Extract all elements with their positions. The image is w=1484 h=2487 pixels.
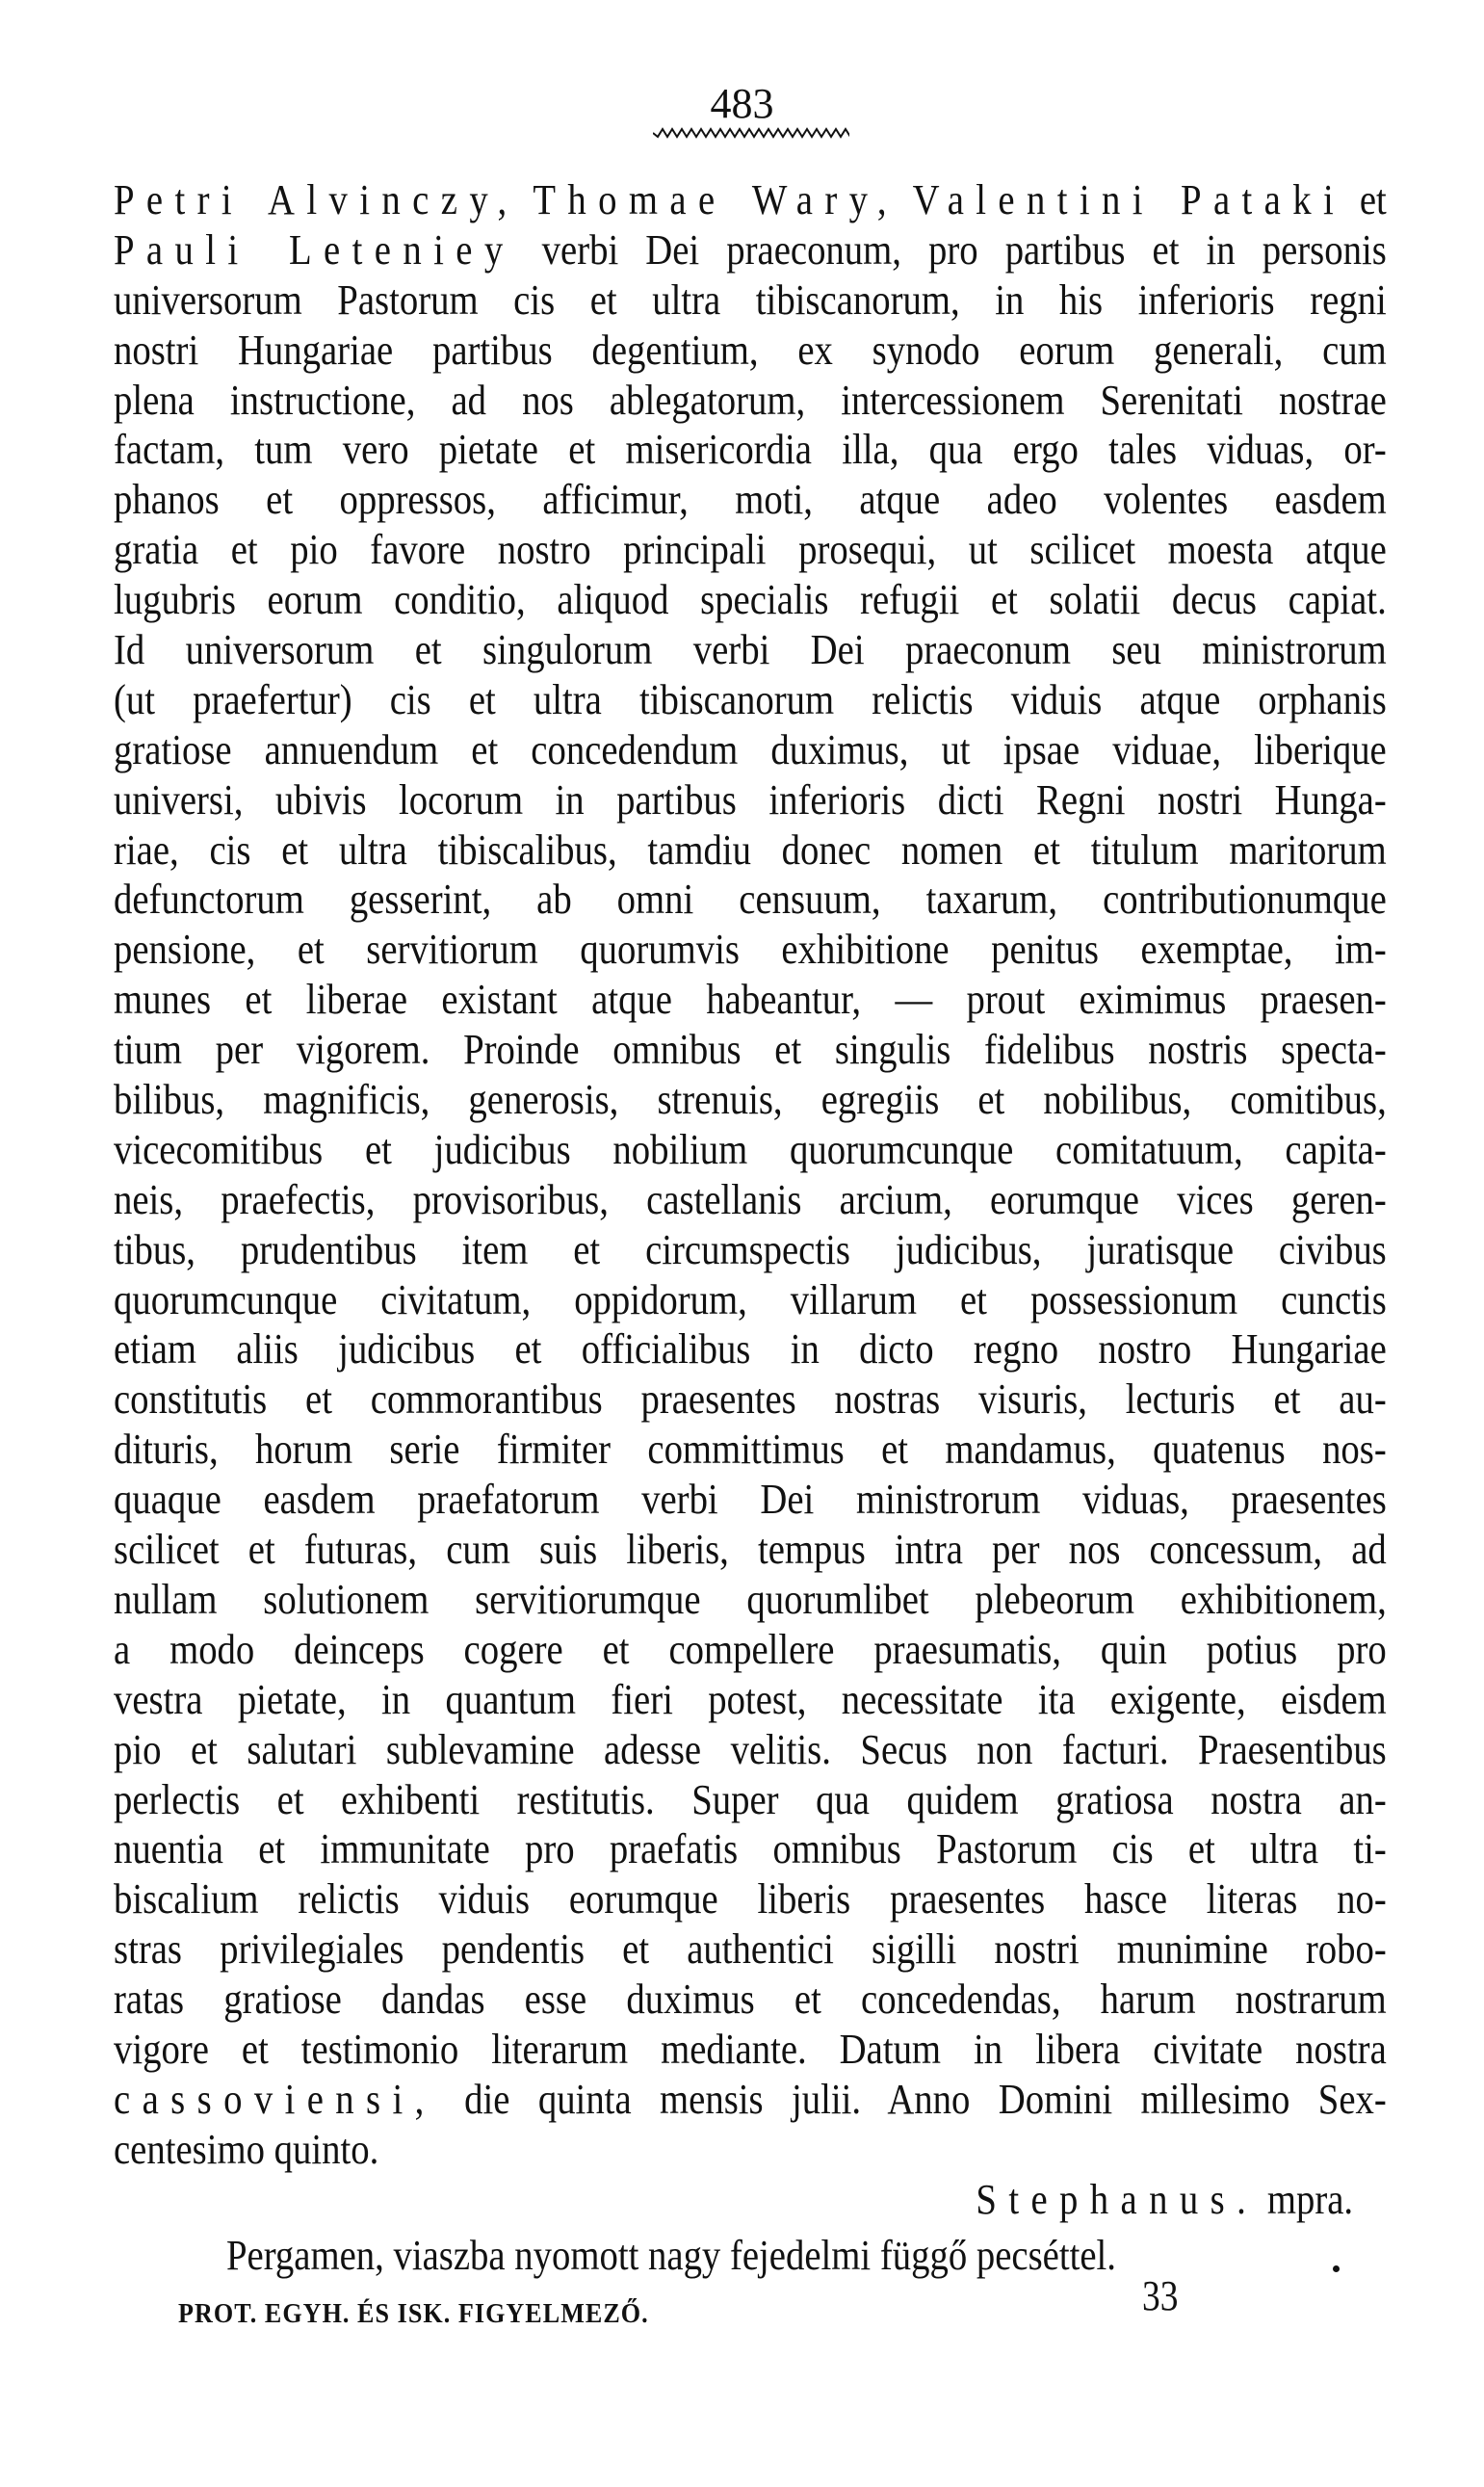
text-line: nuentia et immunitate pro praefatis omnibus Pastorum cis et ultra ti- <box>114 1825 1387 1873</box>
text-line: gratia et pio favore nostro principali prosequi, ut scilicet moesta atque <box>114 526 1387 574</box>
spaced-name: Valentini Pataki <box>912 176 1346 223</box>
text-line: plena instructione, ad nos ablegatorum, intercessionem Serenitati nostrae <box>114 376 1387 424</box>
text-segment: et <box>1345 176 1387 223</box>
text-segment: verbi Dei praeconum, pro partibus et in personis <box>514 225 1387 274</box>
document-body-text <box>114 175 1387 2175</box>
text-line: stras privilegiales pendentis et authentici sigilli nostri munimine robo- <box>114 1925 1387 1974</box>
text-line: scilicet et futuras, cum suis liberis, tempus intra per nos concessum, ad <box>114 1526 1387 1574</box>
text-line: munes et liberae existant atque habeantur, — prout eximimus praesen- <box>114 976 1387 1024</box>
ornamental-wavy-rule <box>653 127 849 139</box>
text-line: neis, praefectis, provisoribus, castellanis arcium, eorumque vices geren- <box>114 1175 1387 1223</box>
text-line: bilibus, magnificis, generosis, strenuis, egregiis et nobilibus, comitibus, <box>114 1076 1387 1124</box>
text-line: tibus, prudentibus item et circumspectis judicibus, juratisque civibus <box>114 1225 1387 1273</box>
text-line: factam, tum vero pietate et misericordia illa, qua ergo tales viduas, or- <box>114 426 1387 474</box>
spaced-name: Thomae Wary, <box>533 176 898 223</box>
text-line: centesimo quinto. <box>114 2125 379 2173</box>
text-line: defunctorum gesserint, ab omni censuum, taxarum, contributionumque <box>114 876 1387 924</box>
seal-note: Pergamen, viaszba nyomott nagy fejedelmi függő pecséttel. <box>226 2232 1116 2279</box>
running-footer: PROT. EGYH. ÉS ISK. FIGYELMEZŐ. <box>178 2298 649 2329</box>
text-line: gratiose annuendum et concedendum duximus, ut ipsae viduae, liberique <box>114 725 1387 773</box>
text-line: lugubris eorum conditio, aliquod specialis refugii et solatii decus capiat. <box>114 576 1387 624</box>
text-line: (ut praefertur) cis et ultra tibiscanorum relictis viduis atque orphanis <box>114 675 1387 723</box>
text-line: vestra pietate, in quantum fieri potest, necessitate ita exigente, eisdem <box>114 1675 1387 1723</box>
text-line: universi, ubivis locorum in partibus inferioris dicti Regni nostri Hunga- <box>114 775 1387 824</box>
text-line <box>114 175 1387 225</box>
text-line: a modo deinceps cogere et compellere praesumatis, quin potius pro <box>114 1625 1387 1673</box>
spaced-name: Pauli Leteniey <box>114 225 515 274</box>
text-line: ratas gratiose dandas esse duximus et concedendas, harum nostrarum <box>114 1976 1387 2024</box>
text-segment <box>898 176 913 223</box>
text-line: universorum Pastorum cis et ultra tibiscanorum, in his inferioris regni <box>114 275 1387 324</box>
signature-suffix: mpra. <box>1258 2176 1353 2223</box>
text-line: biscalium relictis viduis eorumque liberis praesentes hasce literas no- <box>114 1875 1387 1924</box>
signature <box>976 2175 1353 2224</box>
stray-dot <box>1333 2265 1340 2272</box>
text-line: etiam aliis judicibus et officialibus in dicto regno nostro Hungariae <box>114 1325 1387 1374</box>
text-line: tium per vigorem. Proinde omnibus et singulis fidelibus nostris specta- <box>114 1026 1387 1074</box>
text-line: perlectis et exhibenti restitutis. Super qua quidem gratiosa nostra an- <box>114 1775 1387 1823</box>
text-line: dituris, horum serie firmiter committimus et mandamus, quatenus nos- <box>114 1426 1387 1474</box>
text-segment <box>519 176 534 223</box>
sheet-signature-number: 33 <box>1142 2272 1179 2319</box>
text-line <box>114 2075 1387 2125</box>
text-segment: die quinta mensis julii. Anno Domini millesimo Sex- <box>435 2075 1387 2123</box>
text-line: riae, cis et ultra tibiscalibus, tamdiu donec nomen et titulum maritorum <box>114 825 1387 874</box>
text-line: phanos et oppressos, afficimur, moti, atque adeo volentes easdem <box>114 476 1387 524</box>
text-line <box>114 225 1387 275</box>
text-line: pio et salutari sublevamine adesse velitis. Secus non facturi. Praesentibus <box>114 1725 1387 1773</box>
text-line: quaque easdem praefatorum verbi Dei ministrorum viduas, praesentes <box>114 1476 1387 1524</box>
spaced-name: cassoviensi, <box>114 2075 436 2123</box>
page-number: 483 <box>710 80 774 127</box>
text-line: Id universorum et singulorum verbi Dei praeconum seu ministrorum <box>114 626 1387 674</box>
text-line: nullam solutionem servitiorumque quorumlibet plebeorum exhibitionem, <box>114 1575 1387 1623</box>
signature-name: Stephanus. <box>976 2176 1259 2223</box>
spaced-name: Petri Alvinczy, <box>114 176 519 223</box>
text-line: pensione, et servitiorum quorumvis exhibitione penitus exemptae, im- <box>114 926 1387 974</box>
text-line: constitutis et commorantibus praesentes nostras visuris, lecturis et au- <box>114 1375 1387 1424</box>
text-line: vigore et testimonio literarum mediante. Datum in libera civitate nostra <box>114 2025 1387 2073</box>
text-line: nostri Hungariae partibus degentium, ex synodo eorum generali, cum <box>114 326 1387 374</box>
text-line: vicecomitibus et judicibus nobilium quorumcunque comitatuum, capita- <box>114 1125 1387 1173</box>
text-line: quorumcunque civitatum, oppidorum, villarum et possessionum cunctis <box>114 1275 1387 1323</box>
